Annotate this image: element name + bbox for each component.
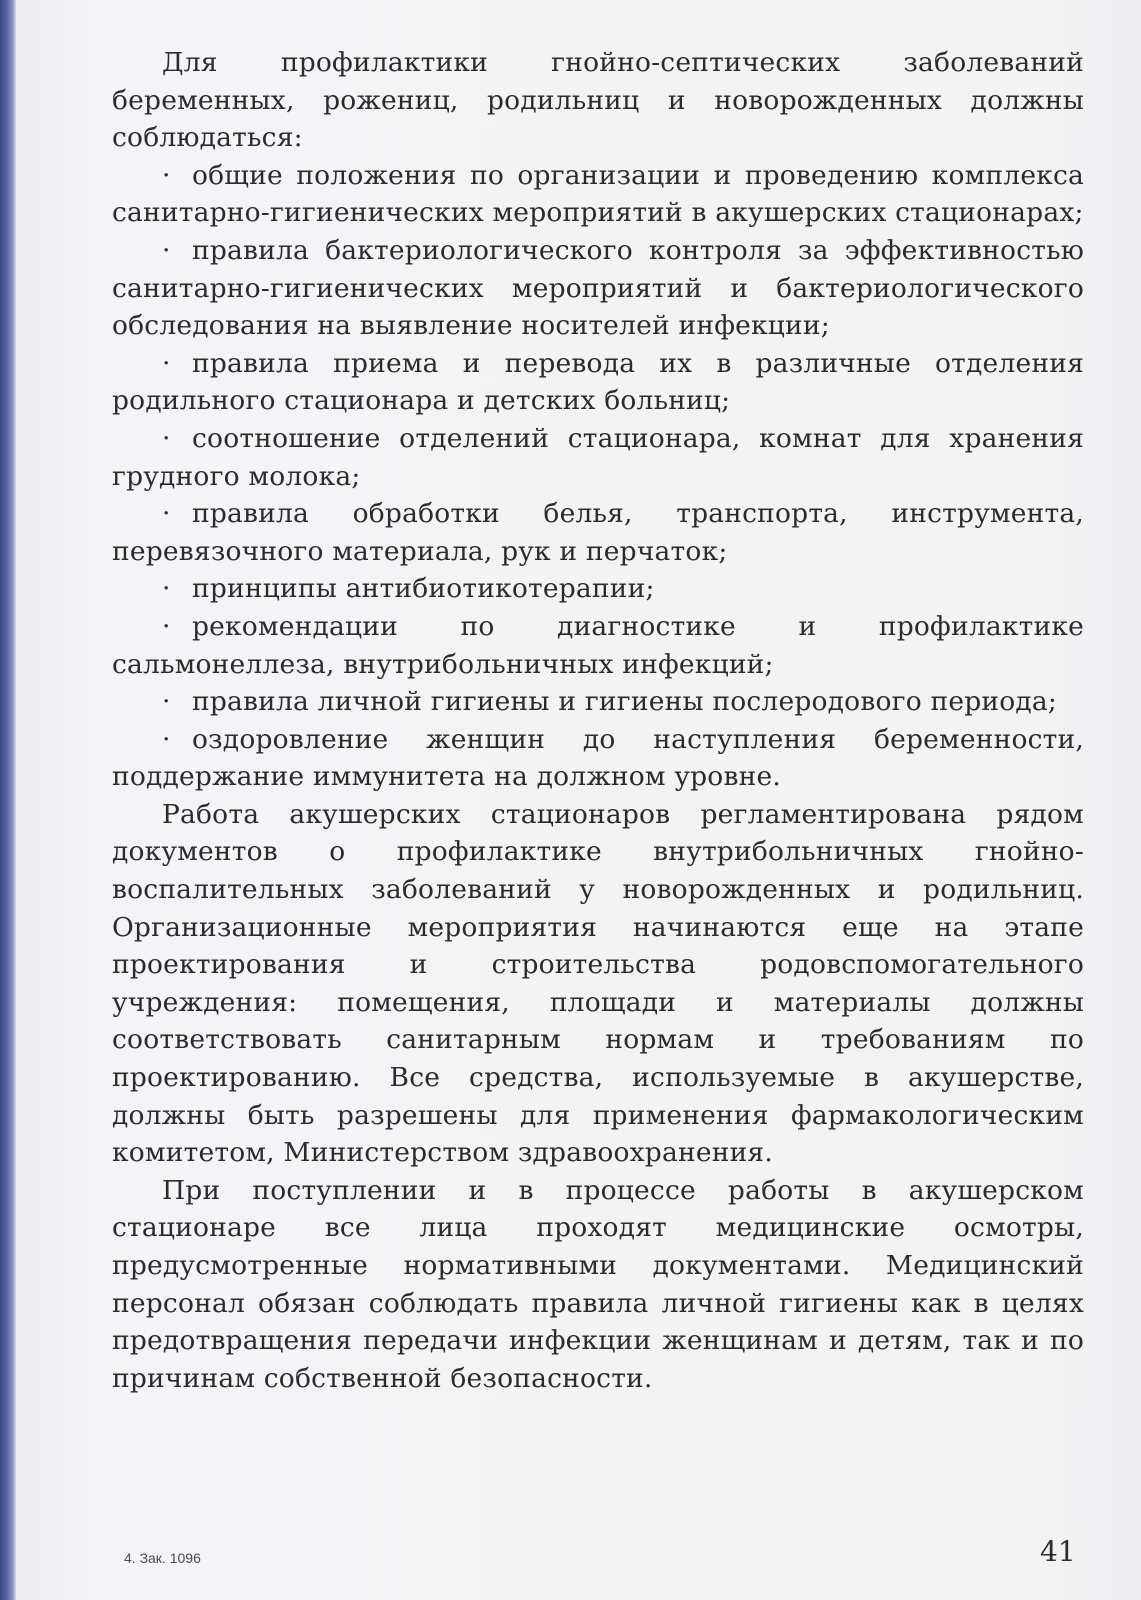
book-spine-edge — [0, 0, 16, 1600]
list-item — [112, 345, 1084, 420]
bullet-icon: · — [162, 422, 171, 454]
bullet-icon: · — [162, 347, 171, 379]
intro-paragraph: Для профилактики гнойно-септических заболеваний беременных, рожениц, родильниц и новорожденных должны соблюдаться: — [112, 47, 1084, 154]
page-body — [112, 44, 1084, 1397]
list-item-text: общие положения по организации и проведению комплекса санитарно-гигиенических мероприятий в акушерских стационарах; — [112, 159, 1084, 229]
body-paragraph-3: При поступлении и в процессе работы в акушерском стационаре все лица проходят медицинские осмотры, предусмотренные нормативными документами. Медицинский персонал обязан соблюдать правила личной гигиены как в целях предотвращения передачи инфекции женщинам и детям, так и по причинам собственной безопасности. — [112, 1174, 1084, 1394]
bullet-icon: · — [162, 723, 171, 755]
list-item-text: правила приема и перевода их в различные отделения родильного стационара и детских больниц; — [112, 347, 1084, 417]
list-item — [112, 608, 1084, 683]
list-item-text: соотношение отделений стационара, комнат для хранения грудного молока; — [112, 422, 1084, 492]
list-item-text: принципы антибиотикотерапии; — [192, 573, 655, 605]
list-item — [112, 683, 1084, 721]
list-item — [112, 157, 1084, 232]
bullet-icon: · — [162, 573, 171, 605]
body-paragraph-2: Работа акушерских стационаров регламентирована рядом документов о профилактике внутрибольничных гнойно-воспалительных заболеваний у новорожденных и родильниц. Организационные мероприятия начинаются еще на этапе проектирования и строительства родовспомогательного учреждения: помещения, площади и материалы должны соответствовать санитарным нормам и требованиям по проектированию. Все средства, используемые в акушерстве, должны быть разрешены для применения фармакологическим комитетом, Министерством здравоохранения. — [112, 798, 1084, 1169]
bullet-icon: · — [162, 686, 171, 718]
bullet-icon: · — [162, 610, 171, 642]
list-item — [112, 570, 1084, 608]
page-number: 41 — [1040, 1535, 1076, 1568]
requirements-list — [112, 157, 1084, 796]
bullet-icon: · — [162, 498, 171, 530]
print-signature: 4. Зак. 1096 — [124, 1550, 201, 1566]
bullet-icon: · — [162, 234, 171, 266]
list-item — [112, 232, 1084, 345]
list-item-text: правила бактериологического контроля за эффективностью санитарно-гигиенических мероприятий и бактериологического обследования на выявление носителей инфекции; — [112, 234, 1084, 342]
list-item — [112, 495, 1084, 570]
list-item-text: правила обработки белья, транспорта, инструмента, перевязочного материала, рук и перчаток; — [112, 498, 1084, 567]
list-item-text: оздоровление женщин до наступления беременности, поддержание иммунитета на должном уровне. — [112, 723, 1084, 793]
list-item — [112, 721, 1084, 796]
list-item-text: правила личной гигиены и гигиены послеродового периода; — [192, 686, 1058, 718]
list-item-text: рекомендации по диагностике и профилактике сальмонеллеза, внутрибольничных инфекций; — [112, 610, 1084, 680]
list-item — [112, 420, 1084, 495]
bullet-icon: · — [162, 159, 171, 191]
